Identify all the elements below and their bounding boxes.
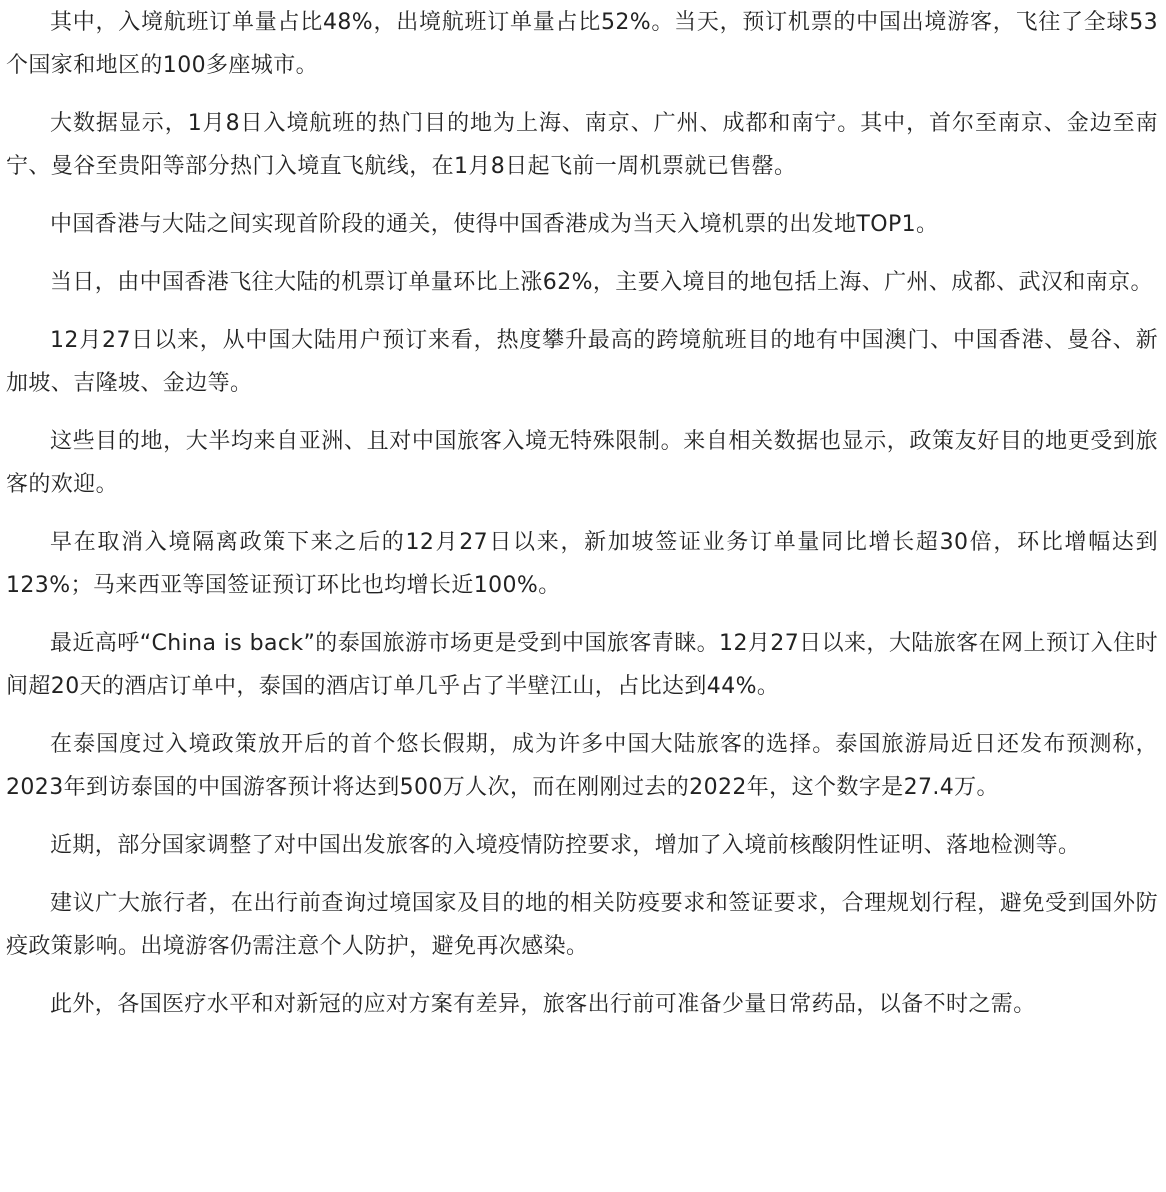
paragraph: 早在取消入境隔离政策下来之后的12月27日以来，新加坡签证业务订单量同比增长超30倍，环比增幅达到123%；马来西亚等国签证预订环比也均增长近100%。: [6, 530, 1158, 598]
paragraph: 此外，各国医疗水平和对新冠的应对方案有差异，旅客出行前可准备少量日常药品，以备不时之需。: [50, 992, 1036, 1017]
paragraph: 近期，部分国家调整了对中国出发旅客的入境疫情防控要求，增加了入境前核酸阴性证明、落地检测等。: [50, 833, 1081, 858]
paragraph: 在泰国度过入境政策放开后的首个悠长假期，成为许多中国大陆旅客的选择。泰国旅游局近日还发布预测称，2023年到访泰国的中国游客预计将达到500万人次，而在刚刚过去的2022年，这个数字是27.4万。: [6, 732, 1158, 800]
paragraph: 当日，由中国香港飞往大陆的机票订单量环比上涨62%，主要入境目的地包括上海、广州、成都、武汉和南京。: [50, 270, 1153, 295]
paragraph: 最近高呼“China is back”的泰国旅游市场更是受到中国旅客青睐。12月27日以来，大陆旅客在网上预订入住时间超20天的酒店订单中，泰国的酒店订单几乎占了半壁江山，占比达到44%。: [6, 631, 1158, 699]
paragraph: 大数据显示，1月8日入境航班的热门目的地为上海、南京、广州、成都和南宁。其中，首尔至南京、金边至南宁、曼谷至贵阳等部分热门入境直飞航线，在1月8日起飞前一周机票就已售罄。: [6, 111, 1158, 179]
paragraph: 12月27日以来，从中国大陆用户预订来看，热度攀升最高的跨境航班目的地有中国澳门、中国香港、曼谷、新加坡、吉隆坡、金边等。: [6, 328, 1158, 396]
article-body: [6, 1, 1158, 1041]
paragraph: 中国香港与大陆之间实现首阶段的通关，使得中国香港成为当天入境机票的出发地TOP1。: [50, 212, 939, 237]
paragraph: 建议广大旅行者，在出行前查询过境国家及目的地的相关防疫要求和签证要求，合理规划行程，避免受到国外防疫政策影响。出境游客仍需注意个人防护，避免再次感染。: [6, 891, 1158, 959]
paragraph: 其中，入境航班订单量占比48%，出境航班订单量占比52%。当天，预订机票的中国出境游客，飞往了全球53个国家和地区的100多座城市。: [6, 10, 1158, 78]
paragraph: 这些目的地，大半均来自亚洲、且对中国旅客入境无特殊限制。来自相关数据也显示，政策友好目的地更受到旅客的欢迎。: [6, 429, 1158, 497]
